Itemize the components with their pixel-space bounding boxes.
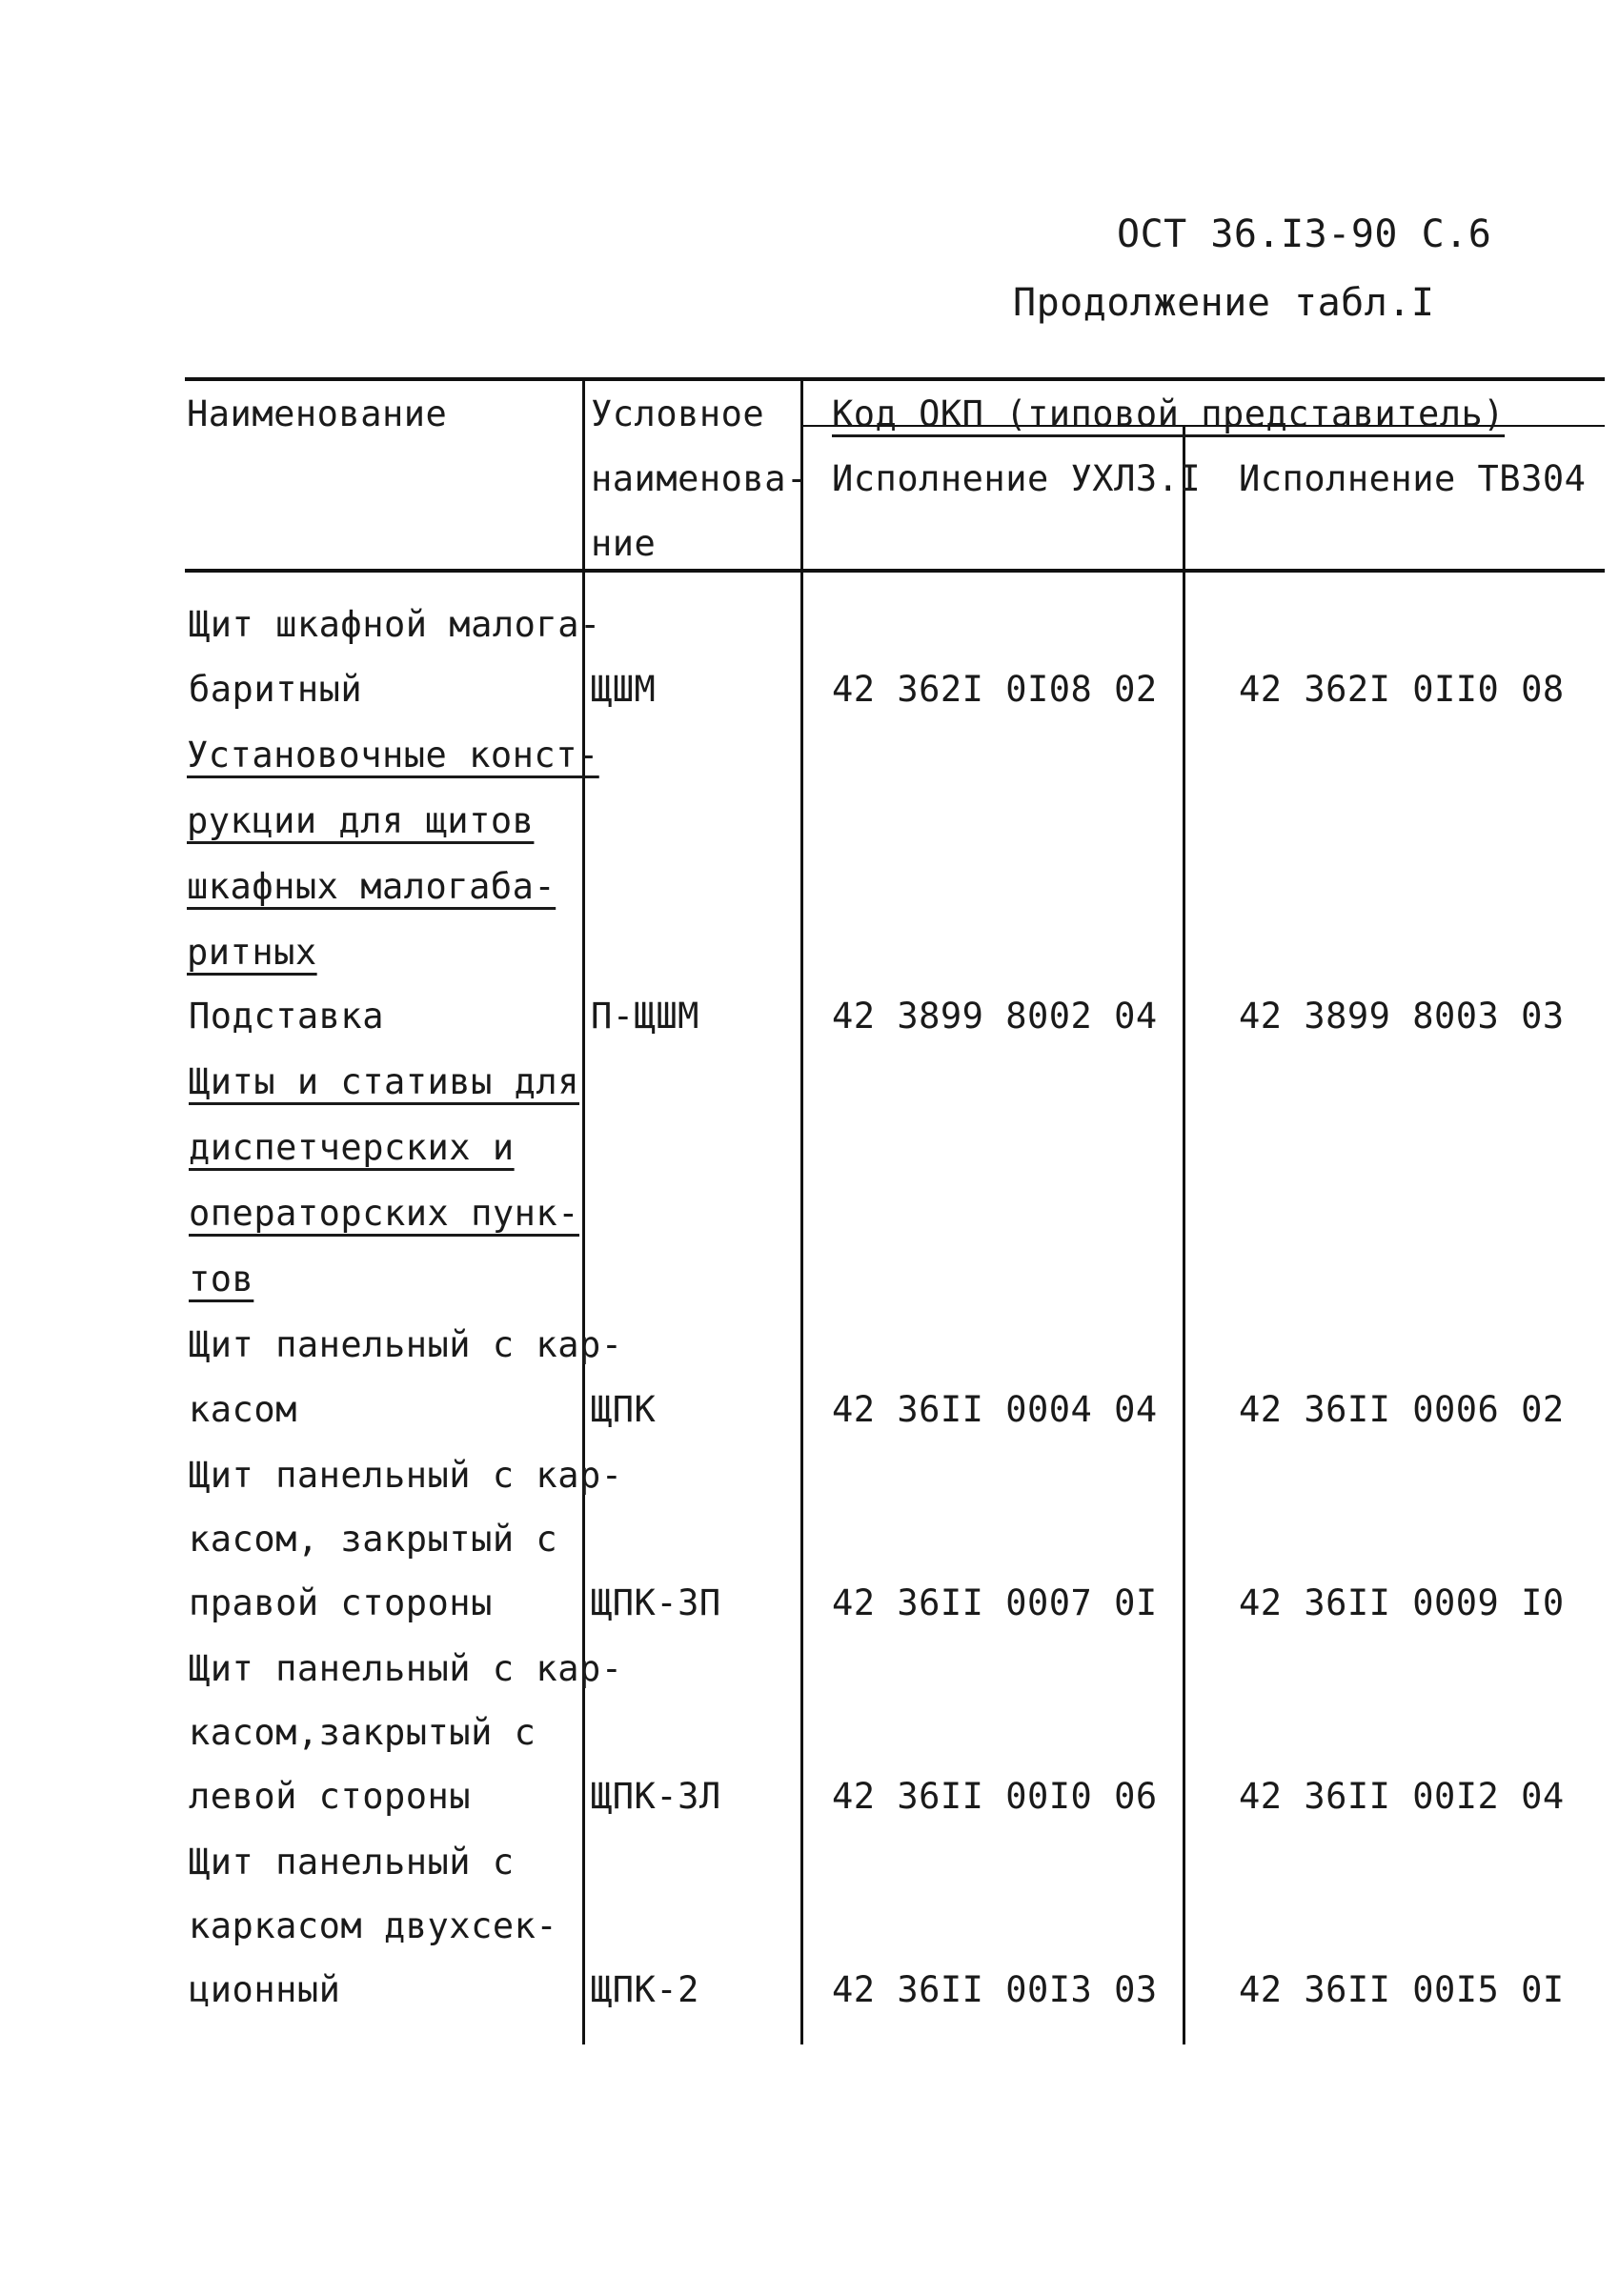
header-tv: Исполнение ТВ304 xyxy=(1239,458,1587,499)
header-name: Наименование xyxy=(187,393,448,434)
row-code-tv: 42 36II 0009 I0 xyxy=(1239,1582,1565,1623)
header-uhl: Исполнение УХЛ3.I xyxy=(832,458,1202,499)
column-divider-2 xyxy=(800,377,803,2044)
row-name: Щит панельный с кар- xyxy=(189,1324,623,1365)
document-code: ОСТ 36.I3-90 С.6 xyxy=(1117,212,1492,256)
column-divider-3 xyxy=(1183,425,1185,2044)
header-conditional-line3: ние xyxy=(591,523,657,564)
row-abbr: ЩПК xyxy=(591,1389,657,1430)
row-name: Подставка xyxy=(189,996,384,1037)
table-top-rule xyxy=(185,377,1605,381)
row-name: Щит шкафной малога- xyxy=(189,604,601,645)
row-code-tv: 42 36II 00I2 04 xyxy=(1239,1776,1565,1817)
row-name: правой стороны xyxy=(189,1582,493,1623)
section-heading: шкафных малогаба- xyxy=(187,866,557,907)
row-code-tv: 42 36II 0006 02 xyxy=(1239,1389,1565,1430)
section-heading: диспетчерских и xyxy=(189,1127,515,1168)
row-code-uhl: 42 36II 0004 04 xyxy=(832,1389,1158,1430)
row-abbr: ЩПК-ЗП xyxy=(591,1582,721,1623)
row-name: касом,закрытый с xyxy=(189,1712,536,1753)
section-heading: тов xyxy=(189,1259,254,1299)
section-heading: Щиты и стативы для xyxy=(189,1061,579,1102)
row-name: Щит панельный с кар- xyxy=(189,1648,623,1689)
header-okp-group: Код ОКП (типовой представитель) xyxy=(832,393,1506,434)
row-name: Щит панельный с xyxy=(189,1842,515,1883)
row-abbr: ЩПК-2 xyxy=(591,1969,699,2010)
section-heading: Установочные конст- xyxy=(187,735,599,775)
row-code-uhl: 42 3899 8002 04 xyxy=(832,996,1158,1037)
row-code-tv: 42 362I 0II0 08 xyxy=(1239,669,1565,710)
row-name: касом, закрытый с xyxy=(189,1519,558,1560)
row-name: баритный xyxy=(189,669,363,710)
row-abbr: ЩПК-ЗЛ xyxy=(591,1776,721,1817)
table-continuation-label: Продолжение табл.I xyxy=(1013,281,1435,325)
header-conditional-line2: наименова- xyxy=(591,458,808,499)
row-code-uhl: 42 362I 0I08 02 xyxy=(832,669,1158,710)
row-code-uhl: 42 36II 0007 0I xyxy=(832,1582,1158,1623)
row-name: Щит панельный с кар- xyxy=(189,1455,623,1496)
section-heading: операторских пунк- xyxy=(189,1193,579,1234)
row-code-uhl: 42 36II 00I3 03 xyxy=(832,1969,1158,2010)
row-name: касом xyxy=(189,1389,297,1430)
section-heading: рукции для щитов xyxy=(187,800,535,841)
row-code-uhl: 42 36II 00I0 06 xyxy=(832,1776,1158,1817)
row-name: ционный xyxy=(189,1969,341,2010)
row-name: каркасом двухсек- xyxy=(189,1905,558,1946)
row-code-tv: 42 36II 00I5 0I xyxy=(1239,1969,1565,2010)
header-bottom-rule xyxy=(185,569,1605,573)
row-abbr: П-ЩШМ xyxy=(591,996,699,1037)
header-conditional-line1: Условное xyxy=(591,393,765,434)
row-name: левой стороны xyxy=(189,1776,472,1817)
row-code-tv: 42 3899 8003 03 xyxy=(1239,996,1565,1037)
section-heading: ритных xyxy=(187,932,317,973)
row-abbr: ЩШМ xyxy=(591,669,657,710)
